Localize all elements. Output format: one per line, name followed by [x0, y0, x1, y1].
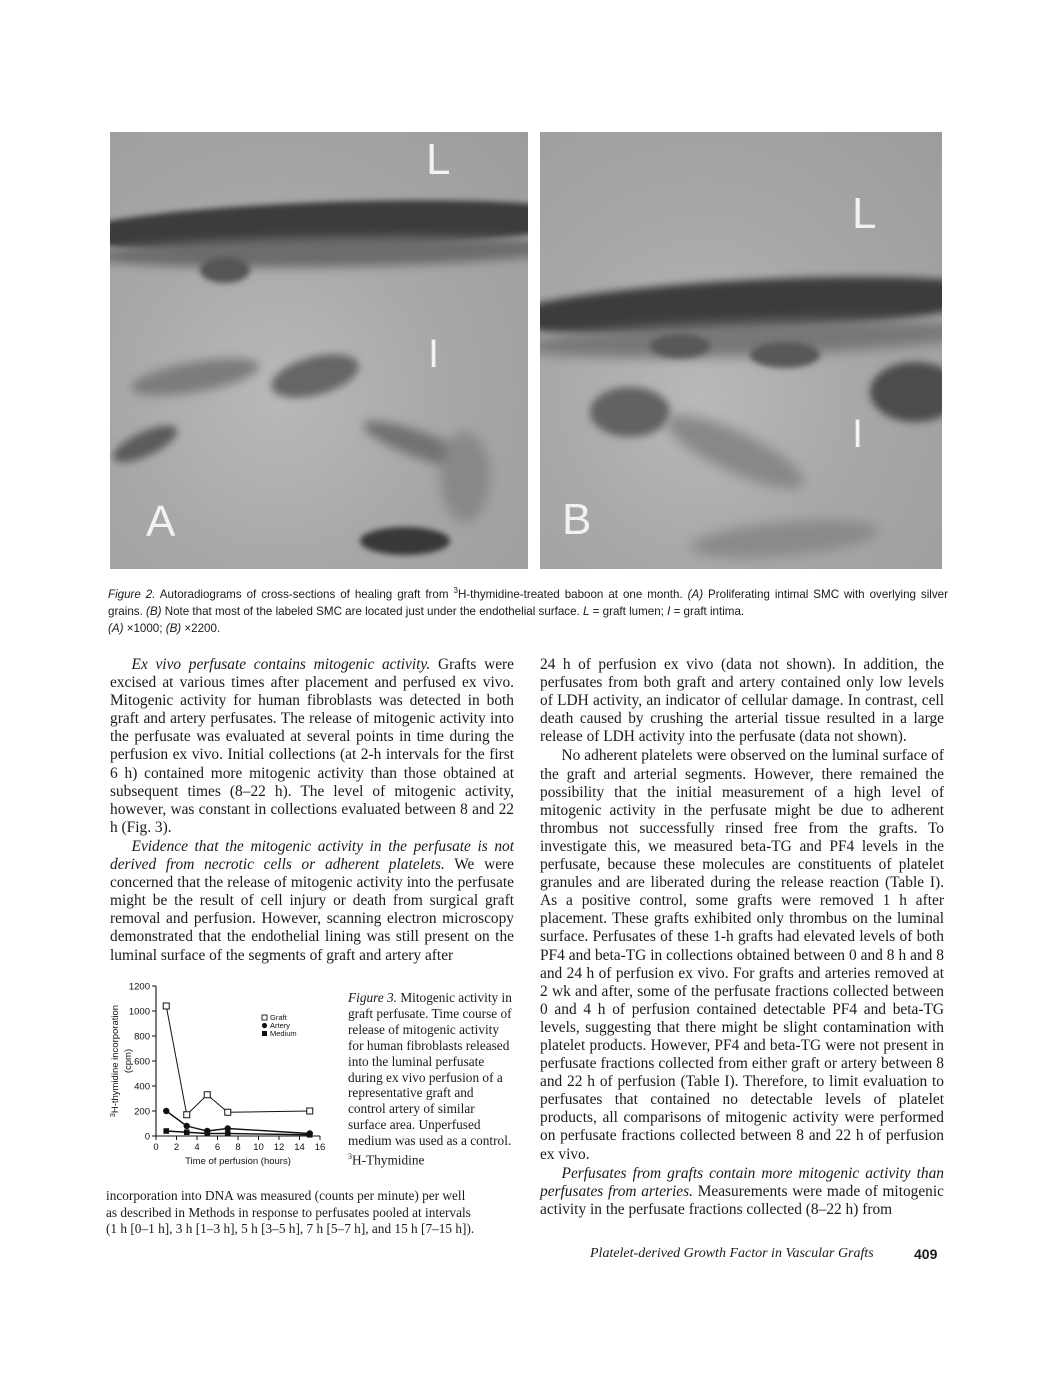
legend-label-artery: Artery: [270, 1021, 291, 1030]
panel-a-lumen-label: L: [426, 135, 451, 184]
x-tick-label: 10: [253, 1142, 264, 1153]
data-point-graft: [307, 1108, 313, 1114]
y-tick-label: 400: [134, 1081, 150, 1093]
legend-marker-medium: [262, 1031, 267, 1036]
figure-3-label: Figure 3.: [348, 990, 397, 1005]
panel-a-letter: A: [146, 497, 176, 546]
data-point-medium: [225, 1131, 231, 1137]
left-column: [110, 656, 514, 965]
data-point-medium: [204, 1131, 210, 1137]
figure-2-label: Figure 2.: [108, 587, 156, 601]
panel-b-intima-label: I: [852, 412, 864, 456]
data-point-artery: [163, 1108, 169, 1114]
figure-2-caption: Figure 2. Autoradiograms of cross-sections of healing graft from $^3$H-thymidine-treated baboon at one month. (A) Proliferating intimal SMC with overlying silver grains. (B) Note that most of the labeled SMC are located just under the endothelial surface. L = graft lumen; I = graft intima. (A) ×1000; (B) ×2200.: [108, 586, 948, 635]
y-tick-label: 200: [134, 1106, 150, 1118]
x-tick-label: 2: [173, 1142, 180, 1153]
figure-3-chart: [104, 976, 340, 1176]
micrograph-panel-b: [540, 132, 942, 569]
x-tick-label: 0: [153, 1142, 159, 1153]
y-tick-label: 1200: [128, 981, 150, 993]
y-tick-label: 800: [134, 1031, 150, 1043]
paragraph-perfusates: Perfusates from grafts contain more mitogenic activity than perfusates from arteries. Measurements were made of mitogenic activity in the perfusate fractions collected (8–22 h) from: [540, 1164, 944, 1218]
paragraph-platelets: No adherent platelets were observed on the luminal surface of the graft and arterial segments. However, there remained the possibility that the initial measurement of a high level of mitogenic activity in the perfusate might be due to adherent thrombus not successfully rinsed free from the grafts. To investigate this, we measured beta-TG and PF4 levels in the perfusate, because these molecules are constituents of platelet granules and are liberated during the release reaction (Table I). As a positive control, some grafts were removed 1 h after placement. These grafts exhibited only thrombus on the luminal surface. Perfusates of these 1-h grafts had elevated levels of both PF4 and beta-TG in collections obtained between 0 and 8 h and 8 and 24 h of perfusion ex vivo. For grafts and arteries removed at 2 wk and after, some of the perfusate fractions collected between 0 and 4 h of perfusion contained detectable PF4 and beta-TG levels, suggesting that there might be slight contamination with platelet products. However, PF4 and beta-TG were not present in perfusate fractions collected from either graft or artery between 8 and 22 h of perfusion (Table I). Therefore, to limit evaluation to perfusates that contained no detectable levels of platelet products, all comparisons of mitogenic activity were performed on perfusate fractions collected between 8 and 22 h of perfusion ex vivo.: [540, 747, 944, 1163]
legend-marker-artery: [262, 1023, 267, 1028]
paragraph-ldh: 24 h of perfusion ex vivo (data not shown). In addition, the perfusates from both graft and artery contained only low levels of LDH activity, an indicator of cellular damage. In contrast, cell death caused by crushing the arterial tissue resulted in a large release of LDH activity into the perfusate (data not shown).: [540, 656, 944, 746]
data-point-artery: [184, 1123, 190, 1129]
page-number: 409: [914, 1246, 938, 1262]
y-axis-label: $^3$H-thymidine incorporation: [110, 1004, 121, 1118]
x-tick-label: 6: [214, 1142, 221, 1153]
running-title: Platelet-derived Growth Factor in Vascular Grafts: [590, 1246, 874, 1261]
panel-a-intima-label: I: [428, 332, 440, 376]
data-point-graft: [163, 1003, 169, 1009]
right-column: [540, 656, 944, 1219]
y-tick-label: 600: [134, 1056, 150, 1068]
paragraph-evidence: Evidence that the mitogenic activity in the perfusate is not derived from necrotic cells or adherent platelets. We were concerned that the release of mitogenic activity into the perfusate might be the result of cell injury or death from surgical graft removal and perfusion. However, scanning electron microscopy demonstrated that the endothelial lining was still present on the luminal surface of the segments of graft and artery after: [110, 837, 514, 964]
y-tick-label: 1000: [128, 1006, 150, 1018]
data-point-graft: [225, 1109, 231, 1115]
panel-b-lumen-label: L: [852, 189, 877, 238]
figure-3-caption: Figure 3. Mitogenic activity in graft perfusate. Time course of release of mitogenic activity for human fibroblasts released into the luminal perfusate during ex vivo perfusion of a representative graft and control artery of similar surface area. Unperfused medium was used as a control. $^3$H-Thymidine: [348, 990, 512, 1168]
x-tick-label: 8: [235, 1142, 241, 1153]
x-tick-label: 4: [194, 1142, 200, 1153]
data-point-medium: [163, 1128, 169, 1134]
panel-b-letter: B: [562, 495, 592, 544]
data-point-medium: [184, 1129, 190, 1135]
legend-label-medium: Medium: [270, 1029, 297, 1038]
y-axis-unit: (cpm): [123, 1048, 134, 1074]
figure-3-caption-continued: incorporation into DNA was measured (counts per minute) per well as described in Methods in response to perfusates pooled at intervals (1 h [0–1 h], 3 h [1–3 h], 5 h [3–5 h], 7 h [5–7 h], and 15 h [7–15 h]).: [106, 1188, 475, 1237]
x-axis-label: Time of perfusion (hours): [185, 1156, 291, 1167]
x-tick-label: 16: [314, 1142, 326, 1153]
section-heading: Perfusates from grafts contain more mitogenic activity than perfusates from arteries.: [540, 1164, 944, 1200]
section-heading: Ex vivo perfusate contains mitogenic activity.: [131, 656, 431, 673]
paragraph-ex-vivo: Ex vivo perfusate contains mitogenic activity. Grafts were excised at various times after placement and perfused ex vivo. Mitogenic activity for human fibroblasts was detected in both graft and artery perfusates. The release of mitogenic activity into the perfusate was evaluated at several points in time during the perfusion ex vivo. Initial collections (at 2-h intervals for the first 6 h) contained more mitogenic activity than those obtained at subsequent times (8–22 h). The level of mitogenic activity, however, was constant in collections evaluated between 8 and 22 h (Fig. 3).: [110, 656, 514, 836]
legend-marker-graft: [262, 1015, 267, 1020]
x-tick-label: 12: [273, 1142, 285, 1153]
x-tick-label: 14: [294, 1142, 305, 1153]
micrograph-panel-a: [110, 132, 528, 569]
data-point-medium: [307, 1132, 313, 1138]
legend-label-graft: Graft: [270, 1013, 287, 1022]
data-point-graft: [204, 1092, 210, 1098]
data-point-graft: [184, 1112, 190, 1118]
section-heading: Evidence that the mitogenic activity in the perfusate is not derived from necrotic cells or adherent platelets.: [110, 837, 514, 874]
y-tick-label: 0: [144, 1131, 150, 1143]
